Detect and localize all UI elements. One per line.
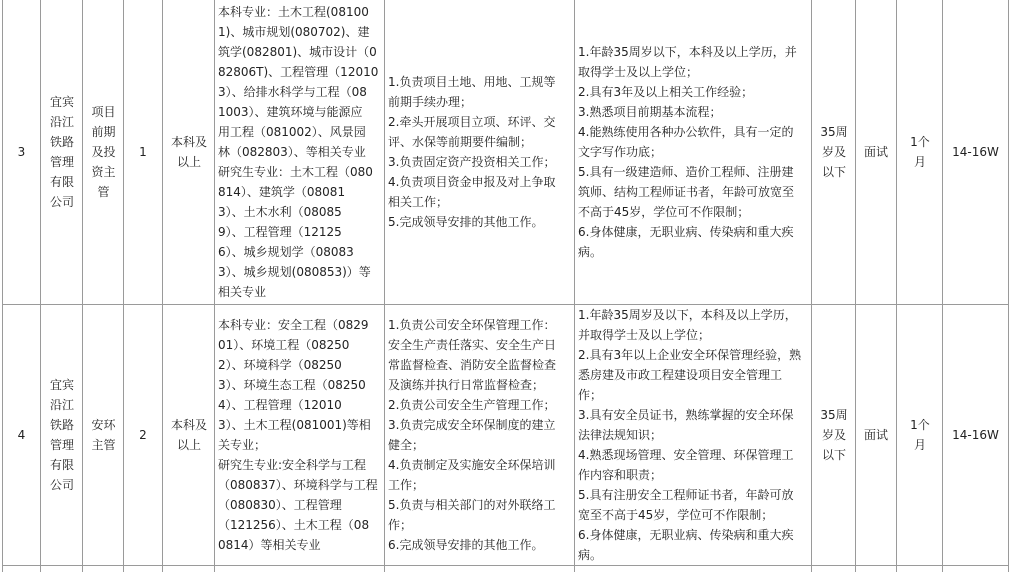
- table-row: [3, 0, 1009, 305]
- table-row-partial: [3, 566, 1009, 572]
- salary-cell: 14-16W: [943, 0, 1009, 305]
- age-cell: 35周 岁及 以下: [812, 305, 856, 566]
- partial-cell: [163, 566, 215, 572]
- partial-cell: [124, 566, 163, 572]
- probation-cell: 1个 月: [897, 305, 943, 566]
- exam-cell: 面试: [856, 305, 897, 566]
- partial-cell: [215, 566, 385, 572]
- major-cell: 本科专业：土木工程(08100 1)、城市规划(080702)、建 筑学(082801)、城市设计（0 82806T)、工程管理（12010 3）、给排水科学与工程（08 1003）、建筑环境与能源应 用工程（081002）、风景园 林（082803）、等相关专业 研究生专业：土木工程（080 814）、建筑学（08081 3）、土木水利（08085 9）、工程管理（12125 6）、城乡规划学（08083 3）、城乡规划(080853)）等 相关专业: [215, 0, 385, 305]
- education-cell: 本科及 以上: [163, 0, 215, 305]
- probation-cell: 1个 月: [897, 0, 943, 305]
- headcount-cell: 2: [124, 305, 163, 566]
- position-cell: 项目 前期 及投 资主 管: [83, 0, 124, 305]
- headcount-cell: 1: [124, 0, 163, 305]
- recruitment-table: [2, 0, 1009, 572]
- education-cell: 本科及 以上: [163, 305, 215, 566]
- duties-cell: 1.负责项目土地、用地、工规等 前期手续办理； 2.牵头开展项目立项、环评、交 评、水保等前期要件编制； 3.负责固定资产投资相关工作； 4.负责项目资金申报及对上争取 相关工作； 5.完成领导安排的其他工作。: [385, 0, 575, 305]
- partial-cell: [575, 566, 812, 572]
- partial-cell: [41, 566, 83, 572]
- row-number: 4: [3, 305, 41, 566]
- major-cell: 本科专业：安全工程（0829 01）、环境工程（08250 2）、环境科学（08250 3）、环境生态工程（08250 4）、工程管理（12010 3）、土木工程(081001)等相 关专业； 研究生专业:安全科学与工程 （080837）、环境科学与工程 （080830）、工程管理 （121256）、土木工程（08 0814）等相关专业: [215, 305, 385, 566]
- table-row: [3, 305, 1009, 566]
- salary-cell: 14-16W: [943, 305, 1009, 566]
- requirements-cell: 1.年龄35周岁以下，本科及以上学历，并 取得学士及以上学位； 2.具有3年及以上相关工作经验； 3.熟悉项目前期基本流程； 4.能熟练使用各种办公软件，具有一定的 文字写作功底； 5.具有一级建造师、造价工程师、注册建 筑师、结构工程师证书者，年龄可放宽至 不高于45岁，学位可不作限制； 6.身体健康，无职业病、传染病和重大疾 病。: [575, 0, 812, 305]
- company-cell: 宜宾 沿江 铁路 管理 有限 公司: [41, 305, 83, 566]
- position-cell: 安环 主管: [83, 305, 124, 566]
- partial-cell: [897, 566, 943, 572]
- partial-cell: [856, 566, 897, 572]
- age-cell: 35周 岁及 以下: [812, 0, 856, 305]
- exam-cell: 面试: [856, 0, 897, 305]
- partial-cell: [943, 566, 1009, 572]
- partial-cell: [385, 566, 575, 572]
- partial-cell: [3, 566, 41, 572]
- partial-cell: [83, 566, 124, 572]
- requirements-cell: 1.年龄35周岁及以下，本科及以上学历， 并取得学士及以上学位； 2.具有3年以上企业安全环保管理经验，熟 悉房建及市政工程建设项目安全管理工 作； 3.具有安全员证书，熟练掌握的安全环保 法律法规知识； 4.熟悉现场管理、安全管理、环保管理工 作内容和职责； 5.具有注册安全工程师证书者，年龄可放 宽至不高于45岁，学位可不作限制； 6.身体健康，无职业病、传染病和重大疾 病。: [575, 305, 812, 566]
- partial-cell: [812, 566, 856, 572]
- company-cell: 宜宾 沿江 铁路 管理 有限 公司: [41, 0, 83, 305]
- row-number: 3: [3, 0, 41, 305]
- duties-cell: 1.负责公司安全环保管理工作： 安全生产责任落实、安全生产日 常监督检查、消防安全监督检查 及演练并执行日常监督检查； 2.负责公司安全生产管理工作； 3.负责完成安全环保制度的建立 健全； 4.负责制定及实施安全环保培训 工作； 5.负责与相关部门的对外联络工 作； 6.完成领导安排的其他工作。: [385, 305, 575, 566]
